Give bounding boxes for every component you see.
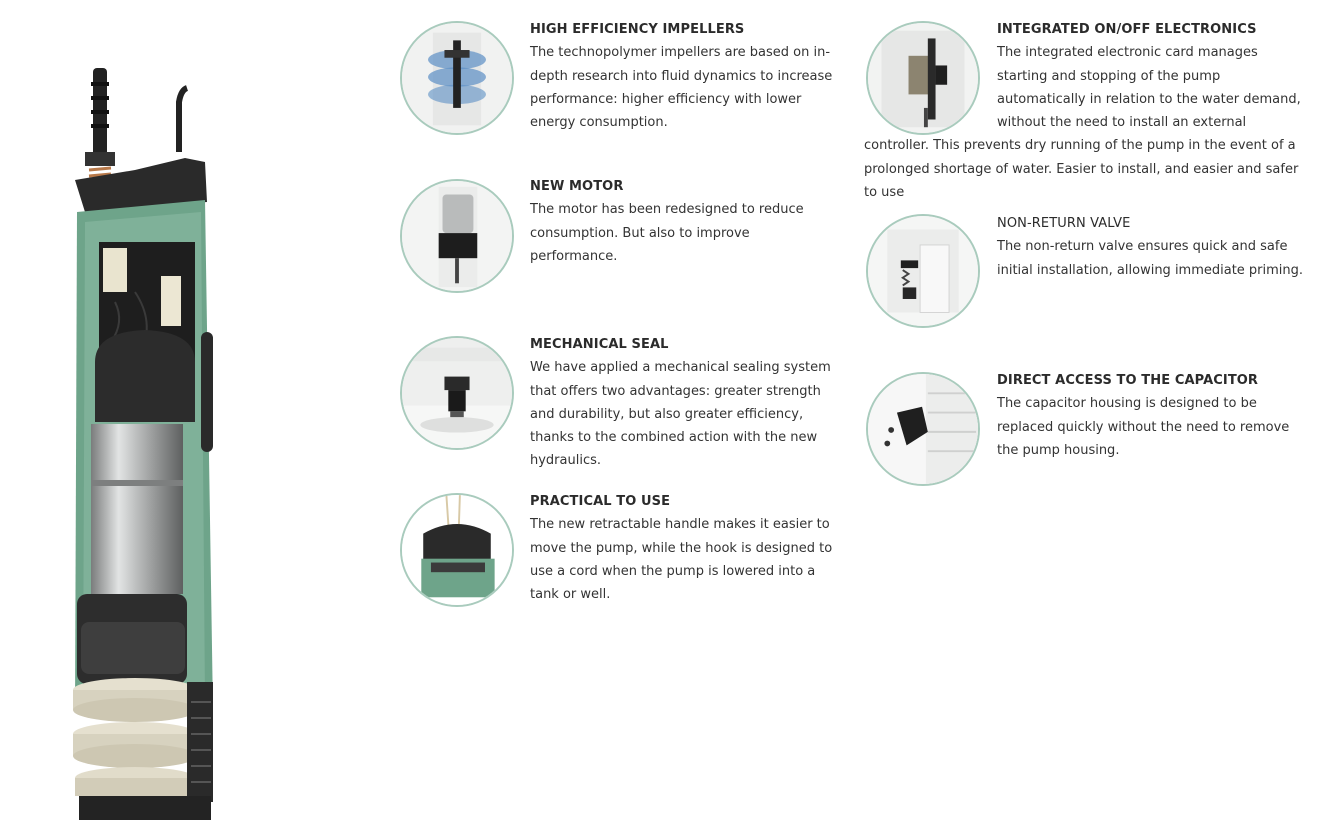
feature-handle xyxy=(530,490,840,606)
feature-impellers xyxy=(530,18,840,134)
seal-icon xyxy=(400,336,514,450)
feature-description: The capacitor housing is designed to be replaced quickly without the need to remove the pump housing. xyxy=(997,396,1290,458)
handle-icon xyxy=(400,493,514,607)
electronics-icon xyxy=(866,21,980,135)
feature-title: NEW MOTOR xyxy=(530,179,624,194)
impeller-icon xyxy=(400,21,514,135)
feature-title: DIRECT ACCESS TO THE CAPACITOR xyxy=(997,373,1259,388)
feature-title: MECHANICAL SEAL xyxy=(530,337,669,352)
feature-description: We have applied a mechanical sealing system that offers two advantages: greater strength and durability, but also greater efficiency, thanks to the combined action with the new hydraulics. xyxy=(530,360,831,469)
feature-title: HIGH EFFICIENCY IMPELLERS xyxy=(530,22,745,37)
feature-description: The integrated electronic card manages starting and stopping of the pump automatically in relation to the water demand, without the need to install an external controller. This prevents dry running of the pump in the event of a prolonged shortage of water. Easier to install, and easier and safer to use xyxy=(864,45,1301,201)
capacitor-icon xyxy=(866,372,980,486)
feature-description: The new retractable handle makes it easier to move the pump, while the hook is designed to use a cord when the pump is lowered into a tank or well. xyxy=(530,517,833,603)
feature-title: NON-RETURN VALVE xyxy=(997,216,1131,231)
feature-seal xyxy=(530,333,840,473)
motor-icon xyxy=(400,179,514,293)
feature-description: The technopolymer impellers are based on in-depth research into fluid dynamics to increase performance: higher efficiency with lower energy consumption. xyxy=(530,45,833,131)
pump-cutaway-image xyxy=(55,62,235,822)
feature-description: The motor has been redesigned to reduce consumption. But also to improve performance. xyxy=(530,202,804,264)
feature-description: The non-return valve ensures quick and safe initial installation, allowing immediate priming. xyxy=(997,239,1304,278)
feature-title: PRACTICAL TO USE xyxy=(530,494,671,509)
feature-valve xyxy=(997,212,1313,282)
feature-title: INTEGRATED ON/OFF ELECTRONICS xyxy=(997,22,1257,37)
feature-capacitor xyxy=(997,369,1313,462)
valve-icon xyxy=(866,214,980,328)
feature-motor xyxy=(530,175,840,268)
